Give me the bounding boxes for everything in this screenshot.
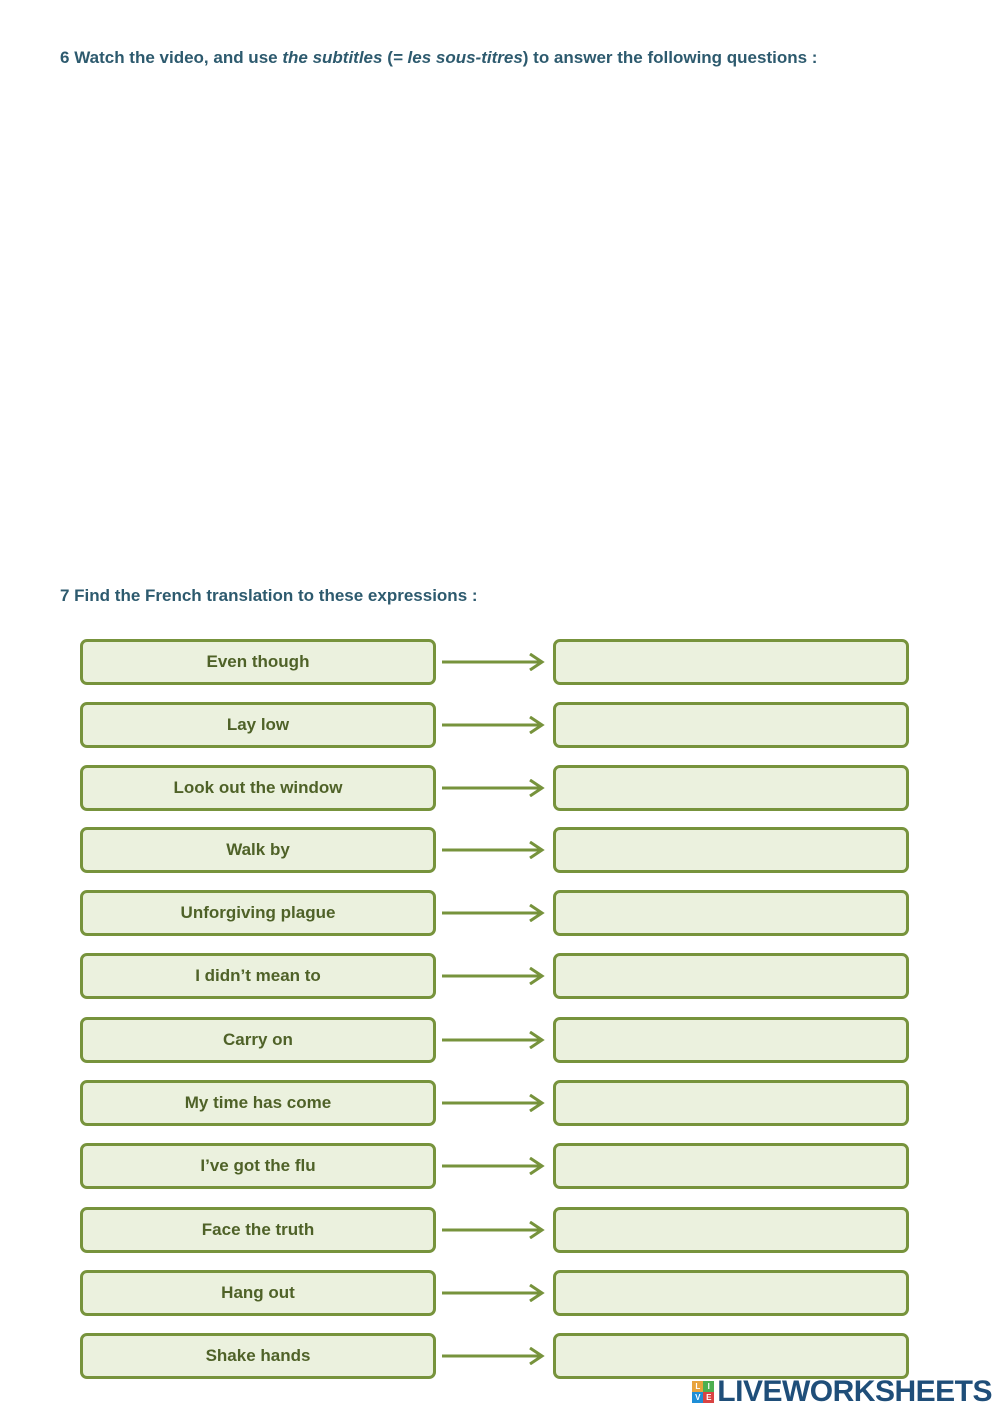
right-arrow-icon [442,967,546,985]
french-translation-input[interactable] [553,1207,909,1253]
english-expression-box: Shake hands [80,1333,436,1379]
french-translation-input[interactable] [553,1143,909,1189]
right-arrow-icon [442,1284,546,1302]
matching-row [80,827,912,873]
english-expression-box: Unforgiving plague [80,890,436,936]
english-expression-box: I didn’t mean to [80,953,436,999]
logo-mark-letter: V [692,1392,703,1403]
right-arrow-icon [442,1031,546,1049]
french-translation-input[interactable] [553,1017,909,1063]
french-translation-input[interactable] [553,890,909,936]
question-number: 6 [60,48,70,67]
french-translation-input[interactable] [553,953,909,999]
matching-row [80,1333,912,1379]
french-translation-input[interactable] [553,765,909,811]
right-arrow-icon [442,841,546,859]
heading-italic-subtitles: the subtitles [282,48,383,67]
english-expression-box: Lay low [80,702,436,748]
matching-row [80,890,912,936]
logo-mark-letter: I [703,1381,714,1392]
heading-italic-translation: = les sous-titres [392,48,523,67]
right-arrow-icon [442,779,546,797]
right-arrow-icon [442,716,546,734]
french-translation-input[interactable] [553,1270,909,1316]
heading-text: ( [382,48,393,67]
french-translation-input[interactable] [553,702,909,748]
liveworksheets-logo [692,1377,992,1407]
right-arrow-icon [442,1221,546,1239]
matching-row [80,1270,912,1316]
french-translation-input[interactable] [553,639,909,685]
english-expression-box: Face the truth [80,1207,436,1253]
matching-row [80,1143,912,1189]
matching-row [80,1017,912,1063]
right-arrow-icon [442,1157,546,1175]
right-arrow-icon [442,904,546,922]
matching-row [80,639,912,685]
english-expression-box: Carry on [80,1017,436,1063]
question-7-heading: 7 Find the French translation to these expressions : [60,586,478,605]
right-arrow-icon [442,653,546,671]
right-arrow-icon [442,1347,546,1365]
heading-text: ) to answer the following questions : [522,48,818,67]
logo-mark-letter: E [703,1392,714,1403]
liveworksheets-logo-text: LIVEWORKSHEETS [717,1375,992,1408]
french-translation-input[interactable] [553,1333,909,1379]
liveworksheets-logo-mark-icon [692,1381,714,1403]
english-expression-box: Hang out [80,1270,436,1316]
matching-row [80,953,912,999]
english-expression-box: Walk by [80,827,436,873]
matching-row [80,702,912,748]
matching-row [80,765,912,811]
english-expression-box: Even though [80,639,436,685]
english-expression-box: Look out the window [80,765,436,811]
heading-text: Watch the video, and use [74,48,283,67]
logo-mark-letter: L [692,1381,703,1392]
english-expression-box: I’ve got the flu [80,1143,436,1189]
french-translation-input[interactable] [553,827,909,873]
matching-row [80,1080,912,1126]
matching-row [80,1207,912,1253]
right-arrow-icon [442,1094,546,1112]
english-expression-box: My time has come [80,1080,436,1126]
french-translation-input[interactable] [553,1080,909,1126]
